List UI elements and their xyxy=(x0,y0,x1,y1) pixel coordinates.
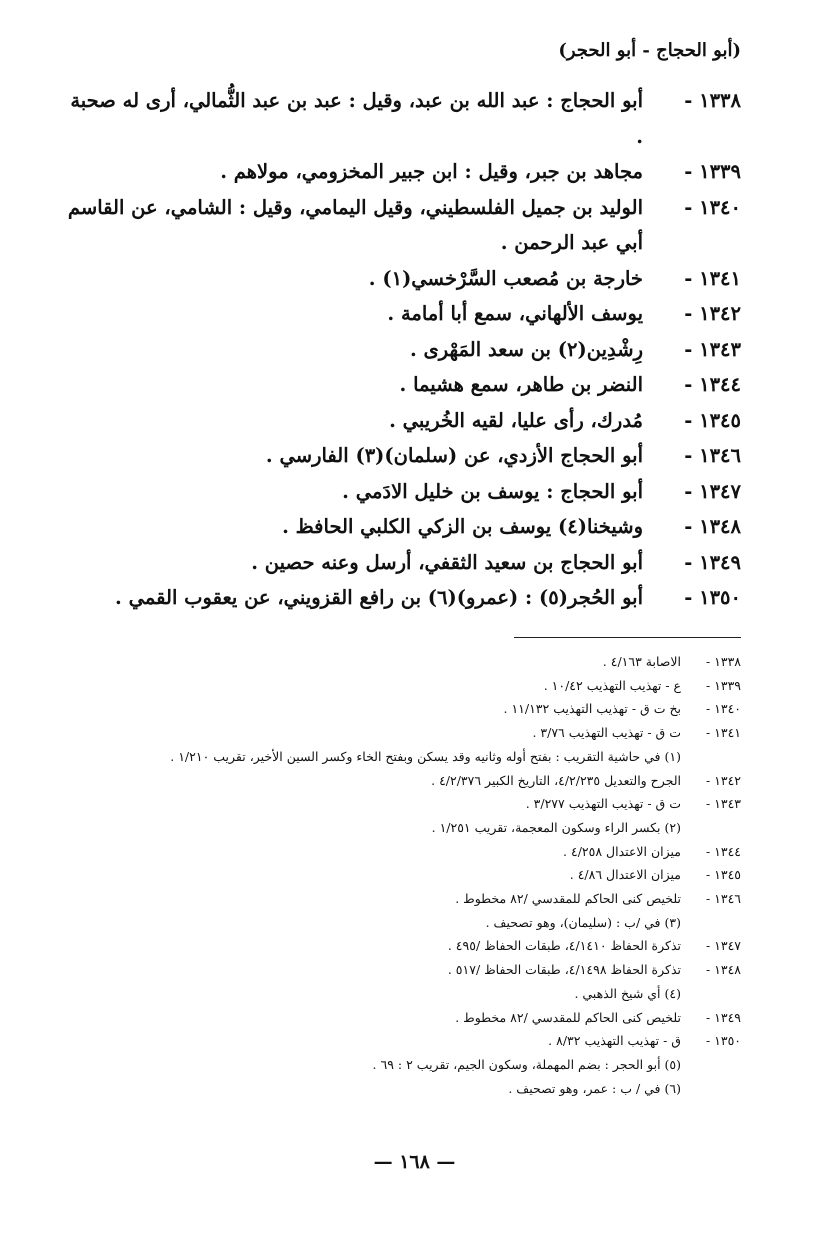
entry-number: ١٣٤٣ - xyxy=(684,337,741,361)
entry-row xyxy=(61,367,741,403)
entry-text: أبو الحجاج : يوسف بن خليل الادَمي . xyxy=(342,479,643,503)
footnote-row xyxy=(71,982,741,1006)
entry-number: ١٣٤٨ - xyxy=(684,515,741,538)
note-text: (٤) أي شيخ الذهبي . xyxy=(574,985,681,1001)
entry-row xyxy=(61,261,741,297)
entry-text: الوليد بن جميل الفلسطيني، وقيل اليمامي، وقيل : الشامي، عن القاسم أبي عبد الرحمن . xyxy=(67,195,643,254)
entry-text: أبو الحُجر(٥) : (عمرو)(٦) بن رافع القزويني، عن يعقوب القمي . xyxy=(115,586,643,609)
entry-text: أبو الحجاج : عبد الله بن عبد، وقيل : عبد بن عبد الثُّمالي، أرى له صحبة . xyxy=(70,89,643,148)
entry-text: أبو الحجاج الأزدي، عن (سلمان)(٣) الفارسي . xyxy=(265,444,643,467)
source-note-row xyxy=(71,650,741,674)
entry-number: ١٣٤٦ - xyxy=(684,444,741,467)
source-note-row xyxy=(71,840,741,864)
note-number: ١٣٤٩ - xyxy=(705,1009,741,1025)
entry-number: ١٣٤١ - xyxy=(684,266,741,290)
entry-text: مُدرك، رأى عليا، لقيه الخُريبي . xyxy=(389,408,643,432)
entry-row xyxy=(61,438,741,474)
note-text: ق - تهذيب التهذيب ٨/٣٢ . xyxy=(548,1033,681,1049)
note-number xyxy=(681,816,741,840)
note-number: ١٣٣٨ - xyxy=(705,654,741,669)
entry-number: ١٣٤٧ - xyxy=(684,479,741,503)
source-note-row xyxy=(71,1006,741,1030)
entries-list xyxy=(61,83,741,616)
note-text: الاصابة ٤/١٦٣ . xyxy=(602,654,681,669)
entry-text: مجاهد بن جبر، وقيل : ابن جبير المخزومي، مولاهم . xyxy=(220,160,643,183)
note-number: ١٣٤٥ - xyxy=(705,867,741,883)
entry-text: خارجة بن مُصعب السَّرْخسي(١) . xyxy=(368,266,643,290)
entry-row xyxy=(61,296,741,332)
source-note-row xyxy=(71,1029,741,1053)
note-text: الجرح والتعديل ٤/٢/٢٣٥، التاريخ الكبير ٤/٢/٣٧٦ . xyxy=(431,772,681,788)
entry-row xyxy=(61,190,741,261)
note-number: ١٣٤٠ - xyxy=(705,701,741,717)
note-number: ١٣٤٢ - xyxy=(705,772,741,788)
note-number xyxy=(681,1053,741,1077)
note-text: (٣) في /ب : (سليمان)، وهو تصحيف . xyxy=(485,914,681,930)
note-text: ميزان الاعتدال ٤/٢٥٨ . xyxy=(563,843,681,859)
note-number xyxy=(681,911,741,935)
entry-text: رِشْدِين(٢) بن سعد المَهْرى . xyxy=(409,337,643,361)
running-header: (أبو الحجاج - أبو الحجر) xyxy=(558,40,741,61)
footnote-divider xyxy=(514,637,741,638)
footnote-row xyxy=(71,1077,741,1101)
page-number: — ١٦٨ — xyxy=(373,1151,456,1173)
entry-row xyxy=(61,83,741,154)
note-number: ١٣٤٧ - xyxy=(705,938,741,954)
note-number: ١٣٤٣ - xyxy=(705,796,741,812)
entry-row xyxy=(61,545,741,581)
entry-row xyxy=(61,332,741,368)
note-number: ١٣٥٠ - xyxy=(705,1033,741,1049)
note-number: ١٣٤٨ - xyxy=(705,962,741,978)
entry-text: وشيخنا(٤) يوسف بن الزكي الكلبي الحافظ . xyxy=(282,515,643,538)
source-note-row xyxy=(71,697,741,721)
note-text: ع - تهذيب التهذيب ١٠/٤٢ . xyxy=(543,677,681,693)
entry-row xyxy=(61,474,741,510)
note-text: بخ ت ق - تهذيب التهذيب ١١/١٣٢ . xyxy=(503,701,681,717)
footnote-row xyxy=(71,745,741,769)
note-text: (٢) بكسر الراء وسكون المعجمة، تقريب ١/٢٥١ . xyxy=(431,819,681,835)
source-note-row xyxy=(71,769,741,793)
entry-number: ١٣٣٨ - xyxy=(684,89,741,112)
note-text: ت ق - تهذيب التهذيب ٣/٢٧٧ . xyxy=(525,796,681,812)
entry-row xyxy=(61,154,741,190)
entry-text: النضر بن طاهر، سمع هشيما . xyxy=(399,373,643,396)
note-number xyxy=(681,982,741,1006)
note-number: ١٣٤٤ - xyxy=(705,843,741,859)
entry-number: ١٣٤٤ - xyxy=(684,373,741,396)
source-note-row xyxy=(71,721,741,745)
source-note-row xyxy=(71,792,741,816)
note-number xyxy=(681,1077,741,1101)
source-note-row xyxy=(71,887,741,911)
entry-number: ١٣٤٩ - xyxy=(684,550,741,574)
note-text: تلخيص كنى الحاكم للمقدسي /٨٢ مخطوط . xyxy=(455,891,681,907)
source-note-row xyxy=(71,674,741,698)
source-note-row xyxy=(71,934,741,958)
footnotes-list xyxy=(71,650,741,1100)
entry-row xyxy=(61,403,741,439)
note-number: ١٣٤١ - xyxy=(705,725,741,741)
source-note-row xyxy=(71,958,741,982)
footnote-row xyxy=(71,911,741,935)
entry-row xyxy=(61,509,741,545)
note-text: ميزان الاعتدال ٤/٨٦ . xyxy=(569,867,681,883)
entry-number: ١٣٥٠ - xyxy=(684,586,741,609)
note-text: (٦) في / ب : عمر، وهو تصحيف . xyxy=(508,1080,681,1096)
note-text: ت ق - تهذيب التهذيب ٣/٧٦ . xyxy=(532,725,681,741)
footnote-row xyxy=(71,816,741,840)
note-text: تذكرة الحفاظ ٤/١٤٩٨، طبقات الحفاظ /٥١٧ . xyxy=(447,962,681,978)
entry-number: ١٣٤٠ - xyxy=(684,195,741,219)
note-number: ١٣٣٩ - xyxy=(705,677,741,693)
note-text: تذكرة الحفاظ ٤/١٤١٠، طبقات الحفاظ /٤٩٥ . xyxy=(447,938,681,954)
entry-text: يوسف الألهاني، سمع أبا أمامة . xyxy=(387,302,643,325)
entry-number: ١٣٤٢ - xyxy=(684,302,741,325)
note-text: (٥) أبو الحجر : بضم المهملة، وسكون الجيم، تقريب ٢ : ٦٩ . xyxy=(372,1056,681,1072)
entry-row xyxy=(61,580,741,616)
footnote-row xyxy=(71,1053,741,1077)
note-number: ١٣٤٦ - xyxy=(705,891,741,907)
note-text: (١) في حاشية التقريب : بفتح أوله وثانيه وقد يسكن وبفتح الخاء وكسر السين الأخير، تقريب ١/٢١٠ . xyxy=(170,748,681,764)
source-note-row xyxy=(71,863,741,887)
entry-text: أبو الحجاج بن سعيد الثقفي، أرسل وعنه حصين . xyxy=(251,550,643,574)
note-text: تلخيص كنى الحاكم للمقدسي /٨٢ مخطوط . xyxy=(455,1009,681,1025)
note-number xyxy=(681,745,741,769)
entry-number: ١٣٣٩ - xyxy=(684,160,741,183)
entry-number: ١٣٤٥ - xyxy=(684,408,741,432)
